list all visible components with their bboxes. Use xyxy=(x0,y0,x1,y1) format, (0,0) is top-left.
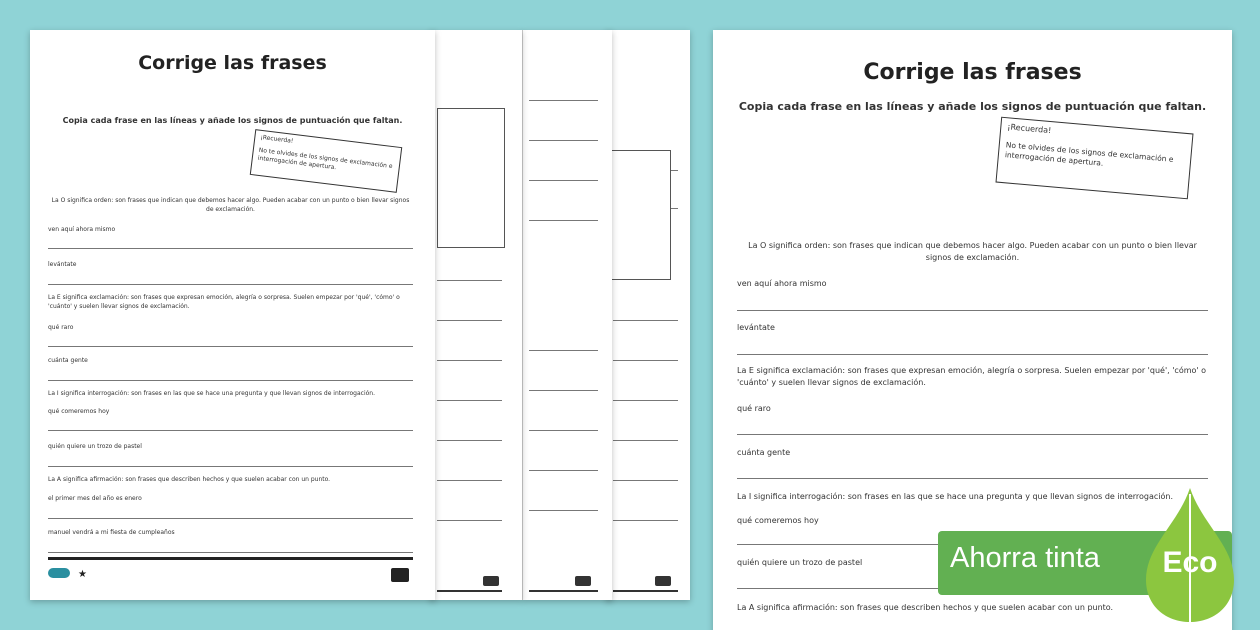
footer-logo xyxy=(391,568,409,582)
worksheet-preview-small xyxy=(30,30,435,600)
writing-line xyxy=(48,518,413,519)
sentence: manuel vendrá a mi fiesta de cumpleaños xyxy=(48,529,175,536)
sentence: ven aquí ahora mismo xyxy=(737,279,827,288)
eco-leaf xyxy=(1140,484,1240,630)
writing-line xyxy=(48,380,413,381)
sentence: cuánta gente xyxy=(737,448,791,457)
section-o-description: La O significa orden: son frases que indican que debemos hacer algo. Pueden acabar con un punto o bien llevar signos de exclamación. xyxy=(748,241,1197,262)
reminder-text: No te olvides de los signos de exclamación e interrogación de apertura. xyxy=(1004,140,1174,168)
writing-line xyxy=(737,478,1208,479)
worksheet-title: Corrige las frases xyxy=(863,60,1082,85)
back-sheet-1 xyxy=(430,30,522,600)
footer-bar xyxy=(48,557,413,560)
section-i-description: La I significa interrogación: son frases en las que se hace una pregunta y que llevan signos de interrogación. xyxy=(48,390,376,397)
sentence: quién quiere un trozo de pastel xyxy=(737,558,863,567)
eco-badge-label: Ahorra tinta xyxy=(950,542,1100,574)
eco-label: Eco xyxy=(1162,546,1218,579)
sentence: ven aquí ahora mismo xyxy=(48,226,116,233)
writing-line xyxy=(48,466,413,467)
reminder-heading: ¡Recuerda! xyxy=(259,133,294,145)
writing-line xyxy=(48,248,413,249)
sentence: el primer mes del año es enero xyxy=(48,495,142,502)
section-e-description: La E significa exclamación: son frases que expresan emoción, alegría o sorpresa. Suelen empezar por 'qué', 'cómo' o 'cuánto' y suelen llevar signos de exclamación. xyxy=(737,366,1207,387)
sentence: cuánta gente xyxy=(48,357,88,364)
writing-line xyxy=(48,346,413,347)
sentence: qué comeremos hoy xyxy=(48,408,110,415)
sentence: qué raro xyxy=(48,324,74,331)
section-i-description: La I significa interrogación: son frases en las que se hace una pregunta y que llevan signos de interrogación. xyxy=(737,492,1174,501)
worksheet-title: Corrige las frases xyxy=(138,52,327,74)
back-sheet-2 xyxy=(522,30,612,600)
worksheet-instruction: Copia cada frase en las líneas y añade los signos de puntuación que faltan. xyxy=(62,116,403,125)
writing-line xyxy=(737,354,1208,355)
reminder-box xyxy=(250,129,403,193)
writing-line xyxy=(48,284,413,285)
reminder-box xyxy=(995,117,1193,200)
star-icon: ★ xyxy=(78,569,87,580)
sentence: qué raro xyxy=(737,404,771,413)
reminder-text: No te olvides de los signos de exclamación e interrogación de apertura. xyxy=(257,146,393,172)
section-o-description: La O significa orden: son frases que indican que debemos hacer algo. Pueden acabar con un punto o bien llevar signos de exclamación. xyxy=(51,197,410,213)
sentence: levántate xyxy=(737,323,775,332)
sentence: quién quiere un trozo de pastel xyxy=(48,443,142,450)
section-a-description: La A significa afirmación: son frases que describen hechos y que suelen acabar con un punto. xyxy=(737,603,1114,612)
writing-line xyxy=(48,552,413,553)
writing-line xyxy=(737,434,1208,435)
twinkl-logo xyxy=(48,568,70,578)
section-e-description: La E significa exclamación: son frases que expresan emoción, alegría o sorpresa. Suelen empezar por 'qué', 'cómo' o 'cuánto' y suelen llevar signos de exclamación. xyxy=(48,294,400,310)
section-a-description: La A significa afirmación: son frases que describen hechos y que suelen acabar con un punto. xyxy=(48,476,331,483)
writing-line xyxy=(48,430,413,431)
sentence: levántate xyxy=(48,261,77,268)
sentence: qué comeremos hoy xyxy=(737,516,819,525)
back-sheet-3 xyxy=(606,30,690,600)
reminder-heading: ¡Recuerda! xyxy=(1006,122,1052,136)
writing-line xyxy=(737,310,1208,311)
worksheet-instruction: Copia cada frase en las líneas y añade los signos de puntuación que faltan. xyxy=(738,100,1207,113)
